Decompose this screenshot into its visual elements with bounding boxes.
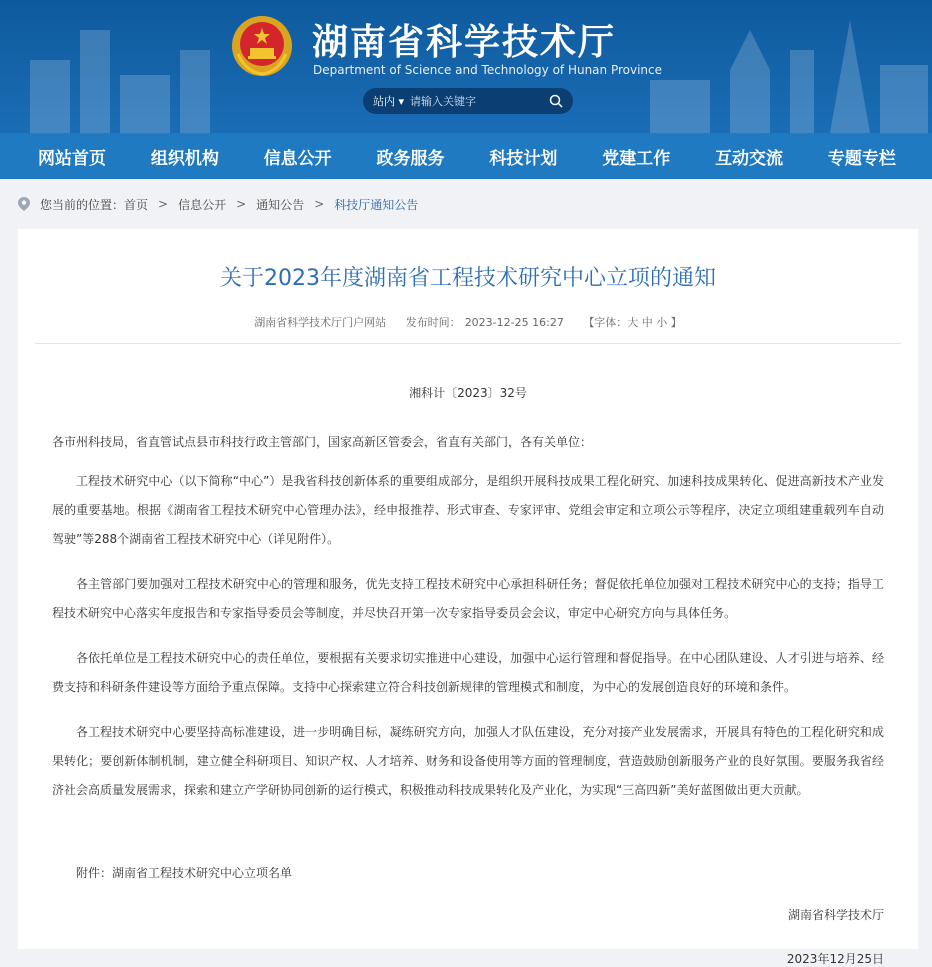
- salutation: 各市州科技局，省直管试点县市科技行政主管部门，国家高新区管委会，省直有关部门，各有关单位：: [52, 435, 593, 449]
- nav-home[interactable]: 网站首页: [38, 148, 106, 169]
- breadcrumb-info-disclosure[interactable]: 信息公开: [178, 197, 227, 212]
- search-scope-dropdown[interactable]: 站内 ▾: [373, 95, 405, 108]
- article-title: 关于2023年度湖南省工程技术研究中心立项的通知: [220, 266, 716, 291]
- building-silhouette-right: [640, 10, 932, 133]
- article-meta: [18, 307, 918, 343]
- nav-sci-tech-plan[interactable]: 科技计划: [489, 148, 558, 169]
- body-paragraph: 各主管部门要加强对工程技术研究中心的管理和服务，优先支持工程技术研究中心承担科研任务；督促依托单位加强对工程技术研究中心的支持；指导工程技术研究中心落实年度报告和专家指导委员会等制度，并尽快召开第一次专家指导委员会会议，审定中心研究方向与具体任务。: [52, 577, 884, 620]
- location-pin-icon: [18, 197, 30, 211]
- body-paragraph: 各工程技术研究中心要坚持高标准建设，进一步明确目标，凝练研究方向，加强人才队伍建设，充分对接产业发展需求，开展具有特色的工程化研究和成果转化；要创新体制机制，建立健全科研项目、知识产权、人才培养、财务和设备使用等方面的管理制度，营造鼓励创新服务产业的良好氛围。要服务我省经济社会高质量发展需求，探索和建立产学研协同创新的运行模式，积极推动科技成果转化及产业化，为实现“三高四新”美好蓝图做出更大贡献。: [52, 725, 884, 797]
- breadcrumb-prefix: 您当前的位置：: [40, 197, 125, 212]
- site-title: 湖南省科学技术厅: [312, 22, 617, 63]
- document-number: 湘科计〔2023〕32号: [409, 386, 527, 400]
- publish-label: 发布时间：: [405, 316, 461, 329]
- main-nav: [0, 133, 932, 179]
- breadcrumb-notices[interactable]: 通知公告: [256, 197, 305, 212]
- article-source: 湖南省科学技术厅门户网站: [254, 316, 387, 329]
- publish-time-group: [406, 316, 564, 329]
- nav-organization[interactable]: 组织机构: [150, 148, 219, 169]
- national-emblem-icon: [230, 14, 294, 78]
- body-paragraph: 工程技术研究中心（以下简称“中心”）是我省科技创新体系的重要组成部分，是组织开展科技成果工程化研究、加速科技成果转化、促进高新技术产业发展的重要基地。根据《湖南省工程技术研究中心管理办法》，经申报推荐、形式审查、专家评审、党组会审定和立项公示等程序，决定立项组建重载列车自动驾驶”等288个湖南省工程技术研究中心（详见附件）。: [52, 474, 884, 546]
- breadcrumb-current[interactable]: 科技厅通知公告: [334, 197, 419, 212]
- breadcrumb-separator: >: [314, 197, 325, 211]
- publish-time: 2023-12-25 16:27: [464, 316, 564, 329]
- article-container: [18, 229, 918, 966]
- nav-special-topics[interactable]: 专题专栏: [827, 148, 896, 169]
- nav-party-building[interactable]: 党建工作: [602, 148, 671, 169]
- body-paragraph: 各依托单位是工程技术研究中心的责任单位，要根据有关要求切实推进中心建设，加强中心运行管理和督促指导。在中心团队建设、人才引进与培养、经费支持和科研条件建设等方面给予重点保障。支持中心探索建立符合科技创新规律的管理模式和制度，为中心的发展创造良好的环境和条件。: [52, 651, 884, 694]
- search-input[interactable]: [410, 95, 530, 108]
- search-box: [363, 88, 573, 114]
- nav-interaction[interactable]: 互动交流: [715, 148, 784, 169]
- signature: 湖南省科学技术厅: [787, 908, 884, 922]
- nav-government-services[interactable]: 政务服务: [376, 148, 445, 169]
- signature-date: 2023年12月25日: [786, 952, 884, 966]
- breadcrumb-separator: >: [236, 197, 247, 211]
- breadcrumb-home[interactable]: 首页: [124, 197, 149, 212]
- nav-info-disclosure[interactable]: 信息公开: [263, 148, 332, 169]
- divider: [35, 343, 901, 344]
- site-header: [0, 0, 932, 133]
- search-icon[interactable]: [549, 94, 563, 108]
- building-silhouette-left: [20, 20, 220, 133]
- attachment-link[interactable]: 附件：湖南省工程技术研究中心立项名单: [76, 866, 293, 880]
- font-size-switcher[interactable]: 【字体：大 中 小 】: [583, 316, 682, 329]
- breadcrumb: [0, 179, 932, 229]
- site-subtitle: Department of Science and Technology of Hunan Province: [313, 63, 663, 77]
- breadcrumb-separator: >: [158, 197, 169, 211]
